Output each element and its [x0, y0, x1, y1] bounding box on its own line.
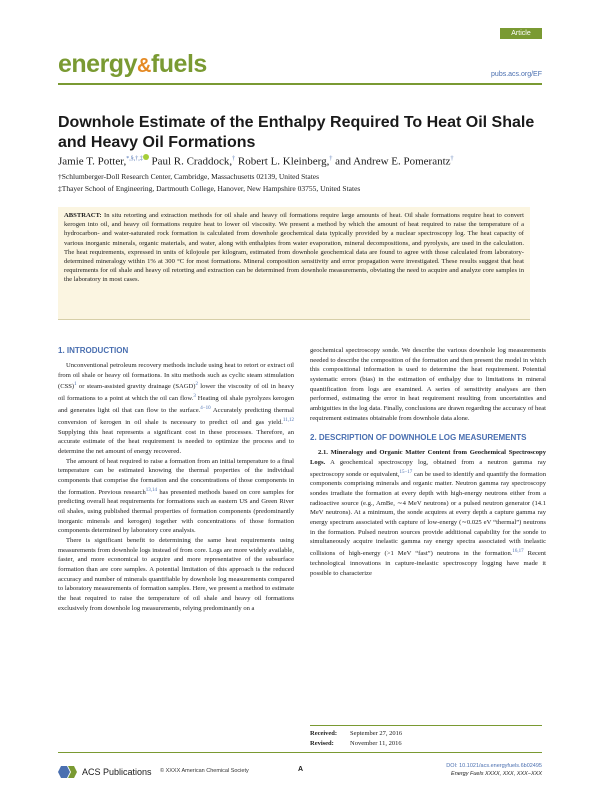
text-run: lower the viscosity of oil in heavy oil formations to a point at which the oil can flow. — [58, 383, 294, 403]
author-marks: † — [232, 156, 236, 162]
affiliation: †Schlumberger-Doll Research Center, Cambridge, Massachusetts 02139, United States — [58, 172, 320, 181]
author-name[interactable]: Robert L. Kleinberg, — [237, 155, 330, 168]
citation-ref[interactable]: 15−17 — [399, 469, 413, 475]
copyright: © XXXX American Chemical Society — [160, 768, 249, 774]
citation-ref[interactable]: 16,17 — [512, 549, 524, 554]
publisher-logo[interactable] — [58, 765, 152, 779]
right-column — [310, 346, 546, 689]
text-run: has presented methods based on core samples for predicting overall heat requirements for formations such as eastern US and Green River oil shales, using published thermal properties of formation components (predominantly inorganic minerals and kerogen) together with concentrations of those formation components determined by laboratory core analysis. — [58, 488, 294, 535]
date-label: Revised: — [310, 740, 334, 747]
date-value: November 11, 2016 — [350, 740, 402, 747]
footer-rule — [58, 752, 542, 753]
page-number: A — [298, 766, 304, 773]
abstract — [58, 207, 530, 320]
subsection-heading: 2.1. Mineralogy and Organic Matter Content from Geochemical Spectroscopy Logs. — [310, 449, 546, 466]
citation-ref[interactable]: 13,14 — [145, 487, 158, 493]
orcid-icon[interactable] — [143, 154, 149, 160]
paragraph-body — [310, 459, 546, 577]
header-rule — [58, 83, 542, 85]
paper-title: Downhole Estimate of the Enthalpy Required To Heat Oil Shale and Heavy Oil Formations — [58, 114, 535, 151]
date-value: September 27, 2016 — [350, 730, 403, 737]
article-type-tag: Article — [500, 28, 542, 39]
text-run: can be used to identify and quantify the formation components comprising minerals and organic matter. Neutron gamma ray spectroscopy sondes irradiate the formation at every depth with high-energy neutrons either from a radioactive source (e.g., AmBe, ∼4 MeV neutrons) or a pulsed neutron generator (14.1 MeV neutrons). At a minimum, the sonde acquires at every depth a capture gamma ray energy spectrum associated with capture of low-energy (∼0.025 eV “thermal”) neutrons in the formation. Pulsed neutron sources provide additional capability for the sonde to simultaneously acquire inelastic gamma ray energy spectra associated with inelastic collisions of high-energy (>1 MeV “fast”) neutrons in the formation. — [310, 470, 546, 558]
author-marks: † — [329, 156, 333, 162]
paragraph — [58, 536, 294, 613]
paragraph — [310, 346, 546, 423]
date-row — [310, 729, 542, 739]
abstract-label: ABSTRACT: — [64, 212, 102, 219]
text-run: Supplying this heat represents a significant cost in these processes. Therefore, an accurate estimate of the heat requirement is needed to optimize the process and to determine the net amount of energy recovered. — [58, 428, 294, 455]
author-name[interactable]: Paul R. Craddock, — [151, 155, 233, 168]
date-row — [310, 739, 542, 749]
publisher-name: ACS Publications — [82, 767, 152, 777]
affiliation: ‡Thayer School of Engineering, Dartmouth College, Hanover, New Hampshire 03755, United States — [58, 184, 361, 193]
date-label: Received: — [310, 730, 338, 737]
text-run: Accurately predicting thermal conversion of kerogen in oil shale is necessary to predict oil and gas yield. — [58, 407, 294, 427]
author-marks: † — [450, 156, 454, 162]
paragraph — [58, 457, 294, 536]
doi-link[interactable]: DOI: 10.1021/acs.energyfuels.6b02495 — [446, 763, 542, 769]
journal-logo: energy&fuels — [58, 50, 207, 78]
text-run: Recent technological innovations in capture-inelastic spectroscopy logging have made it possible to characterize — [310, 550, 546, 577]
author-name[interactable]: Jamie T. Potter, — [58, 155, 127, 168]
citation-ref[interactable]: 4−10 — [200, 406, 211, 411]
paragraph — [58, 361, 294, 457]
citation-ref[interactable]: 11,12 — [282, 417, 294, 423]
citation-ref[interactable]: 2 — [195, 382, 198, 388]
author-name[interactable]: and Andrew E. Pomerantz — [335, 155, 451, 168]
text-run: or steam-assisted gravity drainage (SAGD) — [76, 383, 196, 391]
acs-hexagon-icon — [58, 765, 78, 779]
article-dates — [310, 725, 542, 749]
text-run: A geochemical spectroscopy log, obtained from a neutron gamma ray spectroscopy sonde or equivalent, — [310, 458, 546, 478]
doi-block — [446, 762, 542, 778]
text-run: Heating oil shale pyrolyzes kerogen and generates light oil that can flow to the surface. — [58, 395, 294, 415]
section-heading: 1. INTRODUCTION — [58, 346, 129, 355]
author-marks: *,§,†,‡ — [126, 156, 143, 162]
text-run: There is significant benefit to determining the same heat requirements using measurements from downhole logs instead of from core. Logs are more widely available, faster, and more economical to acquire and more representative of the subsurface formation than are core samples. A potential limitation of this approach is the reduced accuracy and number of minerals quantifiable by downhole log measurements compared to laboratory measurements of formation samples. Here, we present a method to estimate the heat required to raise the temperature of oil shale and heavy oil formations exclusively from downhole log measurements, relying predominantly on a — [58, 537, 294, 612]
citation: Energy Fuels XXXX, XXX, XXX−XXX — [451, 771, 542, 777]
paragraph — [310, 448, 546, 578]
text-run: Unconventional petroleum recovery methods include using heat to retort or extract oil from oil shale or heavy oil formations. In situ methods such as cyclic steam stimulation (CSS) — [58, 362, 294, 391]
text-run: The amount of heat required to raise a formation from an initial temperature to a final temperature can be estimated knowing the thermal properties of the individual components that comprise the formation and the concentrations of those components in the formation. Previous research — [58, 457, 294, 496]
journal-url[interactable]: pubs.acs.org/EF — [491, 71, 542, 78]
abstract-text: In situ retorting and extraction methods for oil shale and heavy oil formations require large amounts of heat. Oil shale formations require heat to convert kerogen into oil, and heavy oil formations require heat to lower oil viscosity. We present a method by which the amount of heat required to raise the temperature of a hydrocarbon- and water-saturated rock formation is calculated from downhole geochemical data typically provided by a nuclear spectroscopy log. The heat capacity of various inorganic minerals, organic materials, and water, along with enthalpies from water evaporation, mineral decompositions, and pyrolysis, are used in the calculation. The heat requirements, expressed in units of kilojoule per kilogram, estimated from downhole geochemical data are found to agree with those calculated from laboratory-determined mineralogy within 1% at 300 °C for most formations. Mineral composition sensitivity and error propagation were investigated. These results suggest that heat requirements for oil shale and heavy oil retorting and extraction can be determined from downhole measurements, obviating the need to acquire and analyze core samples in the laboratory in most cases. — [64, 212, 524, 284]
citation-ref[interactable]: 1 — [74, 382, 77, 388]
left-column — [58, 346, 294, 718]
citation-ref[interactable]: 3 — [193, 394, 196, 400]
text-run: geochemical spectroscopy sonde. We describe the various downhole log measurements needed to describe the composition of the formation and then present the model in which this compositional information is used to determine the heat requirement. Potential systematic errors (bias) in the estimation of enthalpy due to limitations in mineral quantification from logs are examined. A series of sensitivity analyses are then performed, estimating the error in heat requirement resulting from uncertainties and ambiguities in the log data. Finally, conclusions are drawn regarding the accuracy of heat requirement estimates obtainable from downhole data alone. — [310, 347, 546, 422]
author-list — [58, 154, 542, 168]
section-heading: 2. DESCRIPTION OF DOWNHOLE LOG MEASUREMENTS — [310, 433, 527, 443]
